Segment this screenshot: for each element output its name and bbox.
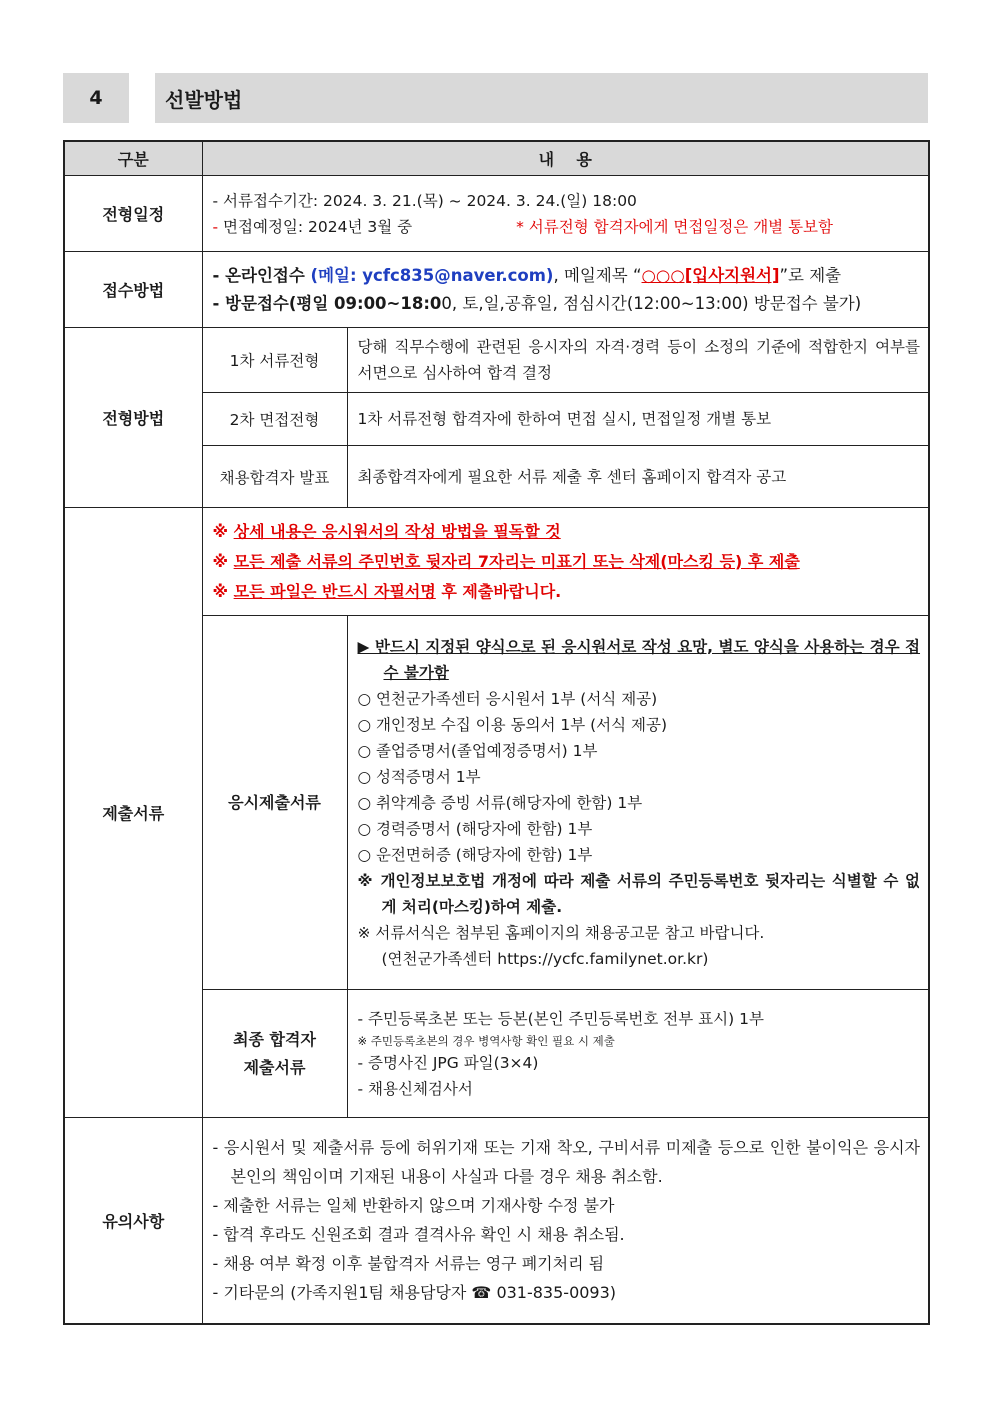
notice-3-mark: ※: [212, 581, 234, 601]
method-label: 전형방법: [64, 328, 202, 508]
notice-2-text: 모든 제출 서류의 주민번호 뒷자리 7자리는 미표기 또는 삭제(마스킹 등) 후 제출: [233, 551, 800, 571]
documents-notice-row: [64, 508, 929, 616]
apply-visit-prefix: - 방문접수(평일 09:00~18:0: [212, 293, 442, 313]
apply-docs-label: 응시제출서류: [202, 616, 347, 990]
cautions-label: 유의사항: [64, 1118, 202, 1324]
apply-docs-lead: ▶ 반드시 지정된 양식으로 된 응시원서로 작성 요망, 별도 양식을 사용하는 경우 접수 불가함: [357, 637, 921, 682]
caution-item-3: - 합격 후라도 신원조회 결과 결격사유 확인 시 채용 취소됨.: [212, 1225, 625, 1245]
method-stage-2: 2차 면접전형: [202, 393, 347, 446]
final-docs-label-1: 최종 합격자: [233, 1029, 316, 1049]
method-stage-1: 1차 서류전형: [202, 328, 347, 393]
apply-online-mail: (메일: ycfc835@naver.com): [304, 265, 554, 285]
final-docs-label-2: 제출서류: [243, 1057, 306, 1077]
apply-doc-item-3: ○ 졸업증명서(졸업예정증명서) 1부: [357, 741, 598, 760]
schedule-interview: [213, 214, 921, 240]
caution-item-5: - 기타문의 (가족지원1팀 채용담당자 ☎ 031-835-0093): [212, 1283, 617, 1303]
apply-doc-item-2: ○ 개인정보 수집 이용 동의서 1부 (서식 제공): [357, 715, 668, 734]
apply-doc-item-6: ○ 경력증명서 (해당자에 한함) 1부: [357, 819, 593, 838]
method-desc-2-cell: [347, 393, 929, 446]
notice-2: [213, 547, 921, 577]
section-number: 4: [63, 73, 129, 123]
apply-content: [202, 252, 929, 328]
section-title: 선발방법: [155, 73, 928, 123]
apply-doc-item-7: ○ 운전면허증 (해당자에 한함) 1부: [357, 845, 593, 864]
apply-online-mid: , 메일제목 “: [553, 265, 642, 285]
caution-item-2: - 제출한 서류는 일체 반환하지 않으며 기재사항 수정 불가: [212, 1196, 615, 1216]
method-row-1: [64, 328, 929, 393]
notice-2-mark: ※: [212, 551, 234, 571]
site-note: (연천군가족센터 https://ycfc.familynet.or.kr): [381, 949, 709, 968]
apply-online-subject: ○○○[입사지원서]: [641, 265, 780, 285]
apply-row: [64, 252, 929, 328]
notice-1: [213, 517, 921, 547]
method-stage-3: 채용합격자 발표: [202, 446, 347, 508]
apply-visit: [213, 290, 921, 318]
notice-3-text: 모든 파일은 반드시 자필서명: [233, 581, 436, 601]
method-desc-1-cell: [347, 328, 929, 393]
method-desc-3-cell: [347, 446, 929, 508]
cautions-row: [64, 1118, 929, 1324]
table-header-row: [64, 141, 929, 176]
apply-doc-item-4: ○ 성적증명서 1부: [357, 767, 481, 786]
apply-online-prefix: - 온라인접수: [212, 265, 305, 285]
final-doc-item-1-note: ※ 주민등록초본의 경우 병역사항 확인 필요 시 제출: [357, 1033, 615, 1048]
final-doc-item-2: - 증명사진 JPG 파일(3×4): [357, 1053, 539, 1072]
privacy-note: ※ 개인정보보호법 개정에 따라 제출 서류의 주민등록번호 뒷자리는 식별할 수 없게 처리(마스킹)하여 제출.: [357, 871, 921, 916]
schedule-interview-text: 면접예정일: 2024년 3월 중: [218, 217, 413, 236]
schedule-dash: -: [212, 217, 219, 236]
notice-3: [213, 577, 921, 607]
final-docs-label: [202, 990, 347, 1118]
apply-online: [213, 262, 921, 290]
notice-1-mark: ※: [212, 521, 234, 541]
form-note: ※ 서류서식은 첨부된 홈페이지의 채용공고문 참고 바랍니다.: [357, 923, 765, 942]
notice-1-text: 상세 내용은 응시원서의 작성 방법을 필독할 것: [233, 521, 561, 541]
method-desc-2: 1차 서류전형 합격자에 한하여 면접 실시, 면접일정 개별 통보: [357, 410, 772, 428]
method-desc-3: 최종합격자에게 필요한 서류 제출 후 센터 홈페이지 합격자 공고: [357, 467, 787, 486]
apply-label: 접수방법: [64, 252, 202, 328]
apply-docs-content: [347, 616, 929, 990]
caution-item-1: - 응시원서 및 제출서류 등에 허위기재 또는 기재 착오, 구비서류 미제출 등으로 인한 불이익은 응시자 본인의 책임이며 기재된 내용이 사실과 다를 경우 채용 취소함.: [212, 1138, 921, 1187]
apply-visit-rest: 0, 토,일,공휴일, 점심시간(12:00~13:00) 방문접수 불가): [441, 293, 862, 313]
final-docs-content: [347, 990, 929, 1118]
final-doc-item-3: - 채용신체검사서: [357, 1079, 473, 1098]
schedule-label: 전형일정: [64, 176, 202, 252]
final-doc-item-1: - 주민등록초본 또는 등본(본인 주민등록번호 전부 표시) 1부: [357, 1009, 764, 1028]
apply-online-end: ”로 제출: [779, 265, 842, 285]
apply-doc-item-1: ○ 연천군가족센터 응시원서 1부 (서식 제공): [357, 689, 658, 708]
header-content: 내 용: [202, 141, 929, 176]
schedule-period: - 서류접수기간: 2024. 3. 21.(목) ~ 2024. 3. 24.(일) 18:00: [212, 191, 637, 210]
method-desc-1: 당해 직무수행에 관련된 응시자의 자격·경력 등이 소정의 기준에 적합한지 여부를 서면으로 심사하여 합격 결정: [357, 338, 921, 382]
cautions-content: [202, 1118, 929, 1324]
schedule-row: [64, 176, 929, 252]
notice-3-tail: 후 제출바랍니다.: [435, 581, 562, 601]
header-category: 구분: [64, 141, 202, 176]
schedule-interview-note: * 서류전형 합격자에게 면접일정은 개별 통보함: [516, 217, 833, 236]
documents-label: 제출서류: [64, 508, 202, 1118]
schedule-content: [202, 176, 929, 252]
documents-notices: [202, 508, 929, 616]
caution-item-4: - 채용 여부 확정 이후 불합격자 서류는 영구 폐기처리 됨: [212, 1254, 605, 1274]
apply-doc-item-5: ○ 취약계층 증빙 서류(해당자에 한함) 1부: [357, 793, 643, 812]
selection-method-table: [63, 140, 930, 1325]
